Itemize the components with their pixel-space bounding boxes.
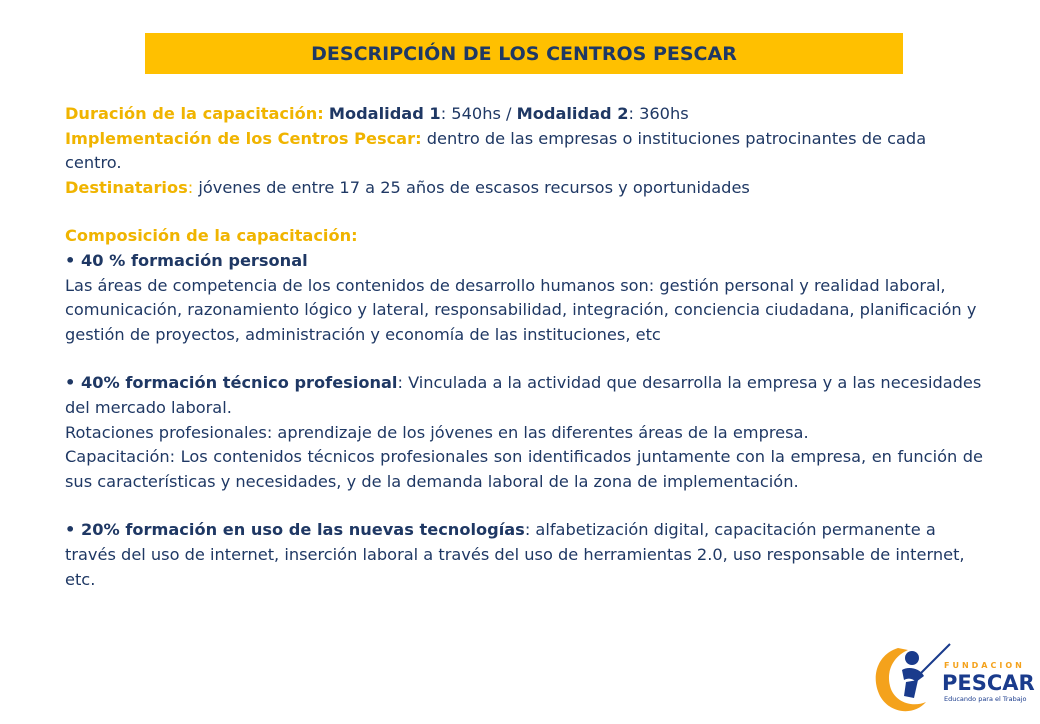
destinatarios-colon: : [187,177,194,197]
bullet-1-text: Las áreas de competencia de los contenidos de desarrollo humanos son: gestión personal y realidad laboral, comunicación, razonamiento lógico y lateral, responsabilidad, integración, conciencia ciudadana, planificación y gestión de proyectos, administración y economía de las instituciones, etc [65,275,977,344]
bullet-icon: • [65,250,81,270]
composicion-heading [65,224,983,249]
modalidad-1-label: Modalidad 1 [328,104,441,123]
logo-fundacion: FUNDACION [944,661,1025,670]
spacer [65,347,983,371]
modalidad-1-value: : 540hs / [440,104,517,123]
bullet-1-heading [65,249,983,274]
duracion-label: Duración de la capacitación: [65,104,324,123]
modalidad-2-value: : 360hs [628,104,689,123]
bullet-2-title: 40% formación técnico profesional [80,373,398,393]
rotaciones-text: Rotaciones profesionales: aprendizaje de los jóvenes en las diferentes áreas de la empresa. [65,422,809,442]
bullet-2-line [65,371,983,420]
pescar-logo-icon [868,636,1038,720]
bullet-icon: • [65,520,81,540]
fundacion-pescar-logo [868,636,1038,720]
implementacion-line [65,127,983,176]
content-body [65,102,983,592]
bullet-3-line [65,518,983,592]
implementacion-text: dentro de las empresas o instituciones patrocinantes de cada centro. [65,128,927,173]
modalidad-2-label: Modalidad 2 [516,104,629,123]
title-bar [145,33,903,74]
logo-name: PESCAR [942,671,1035,695]
bullet-2-text: : Vinculada a la actividad que desarrolla la empresa y a las necesidades del mercado laboral. [65,373,982,417]
bullet-3-title: 20% formación en uso de las nuevas tecnologías [80,520,525,540]
bullet-1-title: 40 % formación personal [80,250,308,270]
duracion-line [65,102,983,127]
logo-tagline: Educando para el Trabajo [944,695,1027,703]
destinatarios-line [65,176,983,201]
destinatarios-label: Destinatarios [65,177,188,197]
destinatarios-text: jóvenes de entre 17 a 25 años de escasos recursos y oportunidades [193,177,750,197]
spacer [65,200,983,224]
spacer [65,494,983,518]
capacitacion-text: Capacitación: Los contenidos técnicos profesionales son identificados juntamente con la empresa, en función de sus características y necesidades, y de la demanda laboral de la zona de implementación. [65,447,983,491]
bullet-icon: • [65,373,81,393]
composicion-label: Composición de la capacitación: [65,226,358,246]
page-title: DESCRIPCIÓN DE LOS CENTROS PESCAR [311,42,737,65]
implementacion-label: Implementación de los Centros Pescar: [65,128,422,148]
bullet-3-text: : alfabetización digital, capacitación permanente a través del uso de internet, inserción laboral a través del uso de herramientas 2.0, uso responsable de internet, etc. [65,520,965,589]
